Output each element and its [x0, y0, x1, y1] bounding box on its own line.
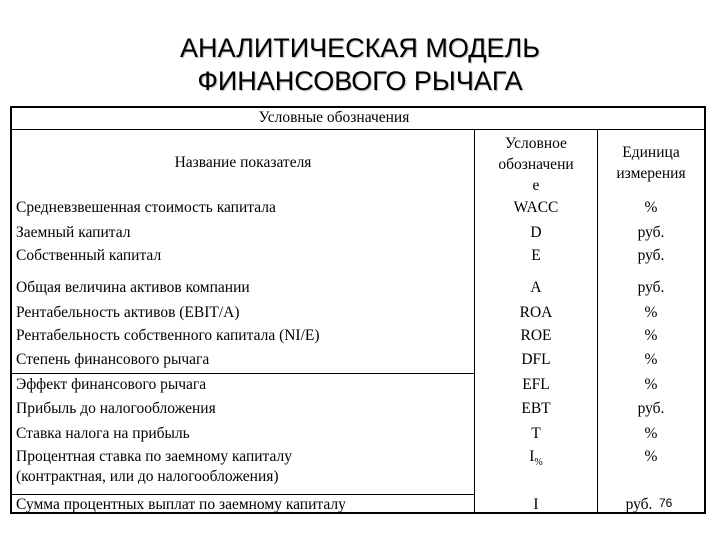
row-symbol: D: [530, 224, 542, 241]
row-symbol: E: [531, 247, 541, 264]
row-symbol: T: [531, 425, 541, 442]
row-divider: [12, 373, 474, 374]
row-unit: руб.: [637, 247, 665, 264]
row-unit: %: [644, 351, 658, 368]
row-name: Степень финансового рычага: [16, 351, 210, 368]
row-unit: руб.: [637, 400, 665, 417]
row-name: Прибыль до налогообложения: [16, 400, 216, 417]
row-unit: %: [644, 199, 658, 216]
row-symbol: I: [533, 496, 539, 513]
row-unit: %: [644, 327, 658, 344]
row-symbol: ROA: [519, 304, 553, 321]
row-unit: руб.: [637, 224, 665, 241]
row-symbol: WACC: [513, 199, 559, 216]
row-unit: %: [644, 425, 658, 442]
row-name: Средневзвешенная стоимость капитала: [16, 199, 276, 216]
row-name: Сумма процентных выплат по заемному капиталу: [16, 496, 346, 513]
header-unit: Единица измерения: [616, 144, 686, 182]
row-symbol: EFL: [522, 376, 550, 393]
row-unit: руб.: [625, 496, 653, 513]
row-symbol: DFL: [521, 351, 551, 368]
row-unit: %: [644, 304, 658, 321]
title-line-1: АНАЛИТИЧЕСКАЯ МОДЕЛЬ: [179, 33, 540, 63]
row-symbol: ROE: [520, 327, 552, 344]
row-name: Ставка налога на прибыль: [16, 425, 190, 442]
row-unit: %: [644, 448, 658, 465]
row-symbol: EBT: [521, 400, 551, 417]
page-number: 76: [659, 496, 673, 510]
row-divider: [12, 494, 474, 495]
row-unit: %: [644, 376, 658, 393]
row-name: Рентабельность собственного капитала (NI/E): [16, 327, 320, 344]
row-unit: руб.: [637, 279, 665, 296]
title-line-2: ФИНАНСОВОГО РЫЧАГА: [197, 66, 523, 96]
row-symbol: A: [530, 279, 542, 296]
header-name: Название показателя: [174, 154, 312, 171]
row-name: Общая величина активов компании: [16, 279, 250, 296]
notation-table: [10, 106, 706, 514]
table-caption: Условные обозначения: [12, 108, 704, 130]
row-name: Процентная ставка по заемному капиталу (контрактная, или до налогообложения): [16, 448, 293, 485]
symbol-subscript: %: [534, 457, 543, 468]
row-name: Заемный капитал: [16, 224, 131, 241]
slide-title: [0, 32, 720, 98]
header-symbol: Условное обозначени е: [498, 135, 574, 194]
row-name: Эффект финансового рычага: [16, 376, 207, 393]
row-name: Рентабельность активов (EBIT/A): [16, 304, 240, 321]
row-symbol: $I_{\%}$: [529, 448, 543, 468]
row-name: Собственный капитал: [16, 247, 162, 264]
